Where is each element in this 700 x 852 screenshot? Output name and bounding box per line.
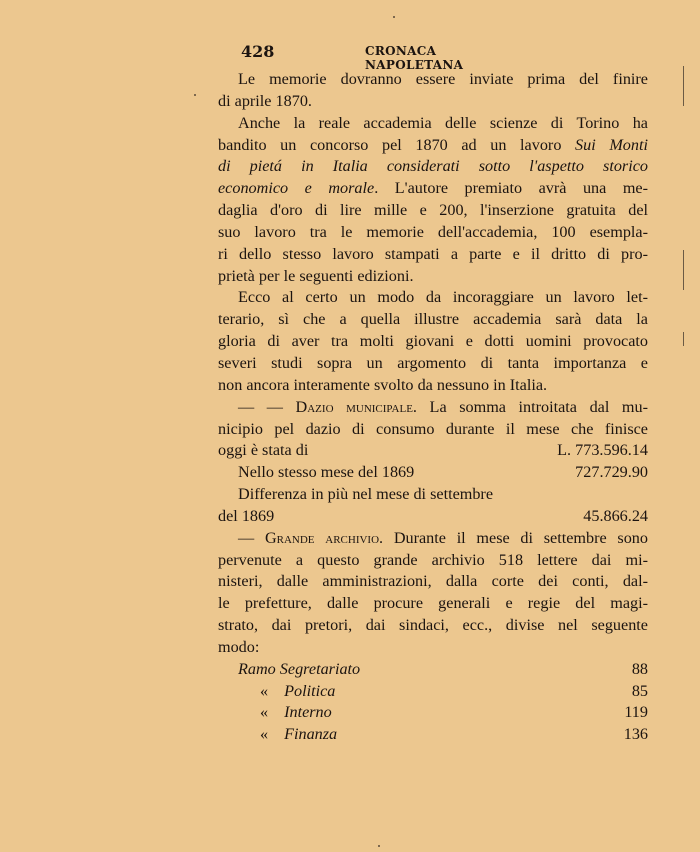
text-segment: le prefetture, dalle procure generali e regie del magi- [218, 594, 648, 613]
text-segment: strato, dai pretori, dai sindaci, ecc., divise nel seguente [218, 616, 648, 635]
text-segment: non ancora interamente svolto da nessuno in Italia. [218, 375, 548, 394]
table-row [218, 724, 648, 746]
text-line [218, 528, 648, 550]
text-segment: . La somma introitata dal mu- [412, 397, 648, 416]
text-segment: — [238, 528, 265, 547]
text-line [218, 484, 648, 506]
row-value: 88 [631, 659, 648, 678]
row-value: 85 [631, 681, 648, 700]
text-segment: Nello stesso mese del 1869 [238, 463, 415, 482]
text-line [218, 266, 648, 288]
text-line [218, 309, 648, 331]
text-segment: prietà per le seguenti edizioni. [218, 266, 414, 285]
text-segment: di aprile 1870. [218, 91, 312, 110]
row-value: 136 [623, 725, 648, 744]
text-segment: Sui Monti [575, 135, 648, 154]
text-segment: pervenute a questo grande archivio 518 lettere dai mi- [218, 550, 648, 569]
text-segment: Dazio municipale [295, 397, 413, 416]
text-line [218, 637, 648, 659]
text-segment: Le memorie dovranno essere inviate prima del finire [238, 70, 648, 88]
margin-rule [683, 250, 684, 290]
row-label-group [218, 702, 332, 724]
text-line [218, 91, 648, 113]
text-line [218, 571, 648, 593]
text-line [218, 222, 648, 244]
table-row [218, 681, 648, 703]
scan-speck [194, 94, 196, 96]
text-line [218, 156, 648, 178]
text-line [218, 244, 648, 266]
page-header [241, 42, 531, 72]
row-label-group [218, 681, 335, 703]
text-segment: . Durante il mese di settembre sono [379, 528, 648, 547]
text-line [218, 375, 648, 397]
row-value: 119 [624, 703, 648, 722]
row-label: Politica [284, 681, 336, 700]
text-segment: Differenza in più nel mese di settembre [238, 485, 494, 504]
ditto-mark: « [260, 703, 269, 722]
text-line [218, 506, 648, 528]
ditto-mark: « [260, 725, 269, 744]
text-line [218, 135, 648, 157]
amount-value: 727.729.90 [575, 463, 648, 482]
table-row [218, 702, 648, 724]
text-line [218, 113, 648, 135]
row-label: Finanza [284, 725, 338, 744]
row-label: Interno [284, 703, 332, 722]
text-segment: oggi è stata di [218, 441, 309, 460]
margin-rule [683, 66, 684, 106]
text-segment: gloria di aver tra molti giovani e dotti uomini provocato [218, 332, 648, 351]
margin-rule [683, 332, 684, 346]
text-line [218, 615, 648, 637]
text-segment: terario, sì che a quella illustre accademia sarà data la [218, 310, 648, 329]
text-segment: Anche la reale accademia delle scienze di Torino ha [238, 113, 648, 132]
text-segment: ri dello stesso lavoro stampati a parte e il dritto di pro- [218, 244, 648, 263]
text-segment: suo lavoro tra le memorie dell'accademia, 100 esempla- [218, 222, 648, 241]
text-line [218, 331, 648, 353]
text-segment: economico e morale [218, 179, 375, 198]
text-segment: — — [238, 397, 296, 416]
text-line [218, 353, 648, 375]
running-title: CRONACA NAPOLETANA [365, 44, 464, 72]
page-body-text [218, 69, 648, 746]
text-segment: Ecco al certo un modo da incoraggiare un lavoro let- [238, 288, 648, 307]
text-line [218, 287, 648, 309]
table-row [218, 659, 648, 681]
text-line [218, 200, 648, 222]
text-line [218, 462, 648, 484]
text-segment: di pietá in Italia considerati sotto l'aspetto storico [218, 157, 648, 176]
row-label: Ramo Segretariato [238, 659, 361, 678]
row-label-group [218, 659, 360, 681]
text-segment: modo: [218, 637, 260, 656]
text-line [218, 440, 648, 462]
text-segment: Grande archivio [264, 528, 380, 547]
text-line [218, 178, 648, 200]
text-segment: nicipio pel dazio di consumo durante il mese che finisce [218, 419, 648, 438]
text-line [218, 550, 648, 572]
amount-value: 45.866.24 [583, 506, 648, 525]
text-line [218, 69, 648, 91]
text-line [218, 397, 648, 419]
text-segment: nisteri, dalle amministrazioni, dalla corte dei conti, dal- [218, 572, 648, 591]
amount-value: L. 773.596.14 [557, 441, 648, 460]
ditto-mark: « [260, 681, 269, 700]
text-segment: . L'autore premiato avrà una me- [374, 179, 648, 198]
scan-speck [378, 845, 380, 847]
text-segment: del 1869 [218, 506, 275, 525]
row-label-group [218, 724, 337, 746]
text-segment: bandito un concorso pel 1870 ad un lavoro [218, 135, 576, 154]
text-line [218, 593, 648, 615]
page-number: 428 [241, 42, 275, 61]
scan-speck [393, 16, 395, 18]
text-segment: severi studi sopra un argomento di tanta importanza e [218, 353, 648, 372]
text-segment: daglia d'oro di lire mille e 200, l'inserzione gratuita del [218, 201, 648, 220]
text-line [218, 419, 648, 441]
